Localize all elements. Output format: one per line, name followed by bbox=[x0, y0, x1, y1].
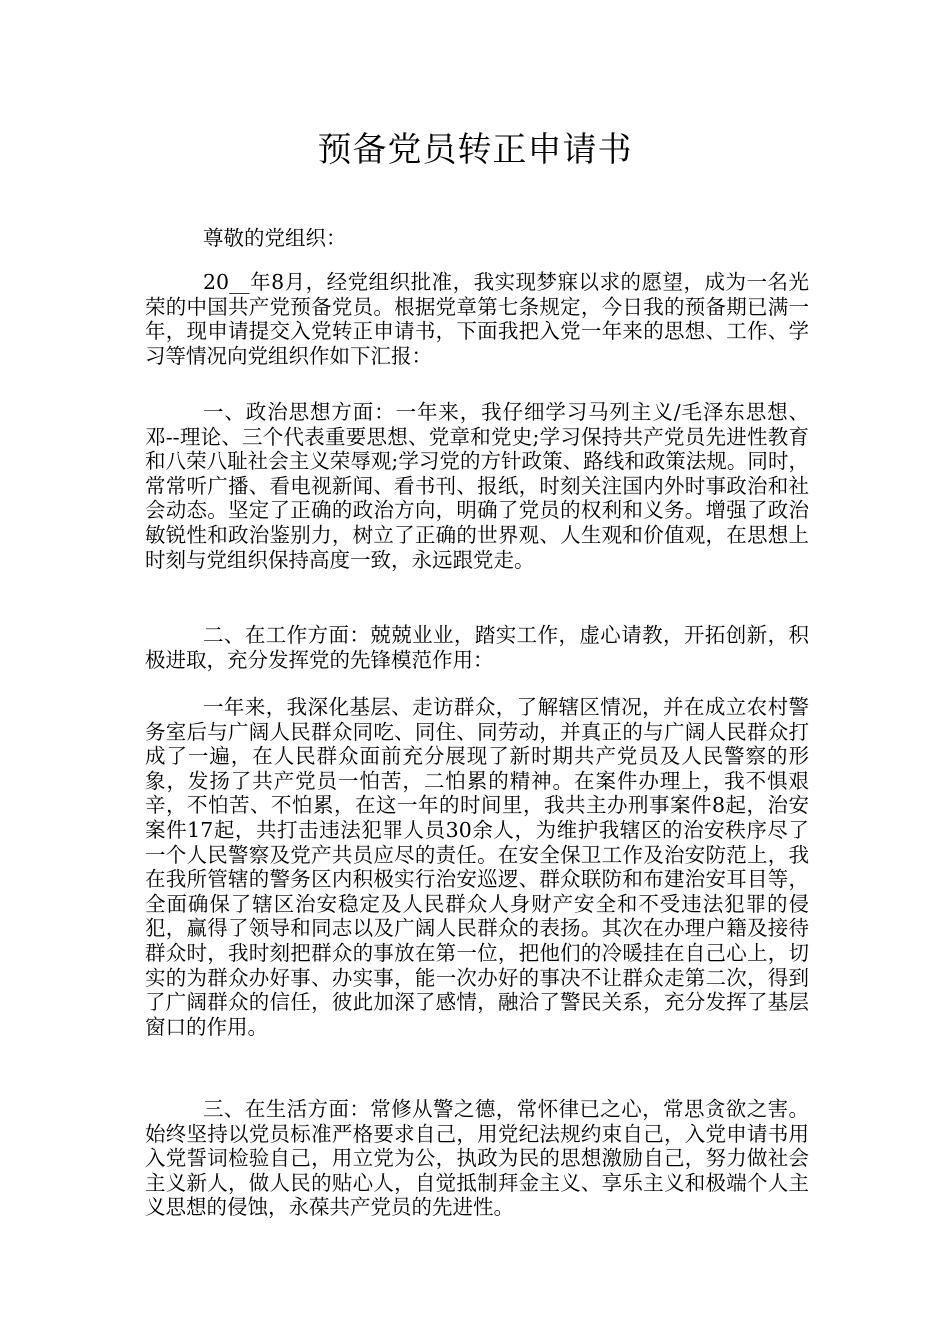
paragraph-life: 三、在生活方面：常修从警之德，常怀律已之心，常思贪欲之害。始终坚持以党员标准严格要求自己，用党纪法规约束自己，入党申请书用入党誓词检验自己，用立党为公，执政为民的思想激励自己，努力做社会主义新人，做人民的贴心人，自觉抵制拜金主义、享乐主义和极端个人主义思想的侵蚀，永葆共产党员的先进性。 bbox=[145, 1097, 809, 1220]
paragraph-political-thought: 一、政治思想方面：一年来，我仔细学习马列主义/毛泽东思想、邓--理论、三个代表重要思想、党章和党史;学习保持共产党员先进性教育和八荣八耻社会主义荣辱观;学习党的方针政策、路线和政策法规。同时，常常听广播、看电视新闻、看书刊、报纸，时刻关注国内外时事政治和社会动态。坚定了正确的政治方向，明确了党员的权利和义务。增强了政治敏锐性和政治鉴别力，树立了正确的世界观、人生观和价值观，在思想上时刻与党组织保持高度一致，永远跟党走。 bbox=[145, 400, 809, 572]
salutation: 尊敬的党组织： bbox=[203, 226, 347, 250]
paragraph-work-detail: 一年来，我深化基层、走访群众，了解辖区情况，并在成立农村警务室后与广阔人民群众同吃、同住、同劳动，并真正的与广阔人民群众打成了一遍，在人民群众面前充分展现了新时期共产党员及人民警察的形象，发扬了共产党员一怕苦，二怕累的精神。在案件办理上，我不惧艰辛，不怕苦、不怕累，在这一年的时间里，我共主办刑事案件8起，治安案件17起，共打击违法犯罪人员30余人，为维护我辖区的治安秩序尽了一个人民警察及党产共员应尽的责任。在安全保卫工作及治安防范上，我在我所管辖的警务区内积极实行治安巡逻、群众联防和布建治安耳目等，全面确保了辖区治安稳定及人民群众人身财产安全和不受违法犯罪的侵犯，赢得了领导和同志以及广阔人民群众的表扬。其次在办理户籍及接待群众时，我时刻把群众的事放在第一位，把他们的冷暖挂在自己心上，切实的为群众办好事、办实事，能一次办好的事决不让群众走第二次，得到了广阔群众的信任，彼此加深了感情，融洽了警民关系，充分发挥了基层窗口的作用。 bbox=[145, 695, 809, 1039]
paragraph-intro: 20__年8月，经党组织批准，我实现梦寐以求的愿望，成为一名光荣的中国共产党预备党员。根据党章第七条规定，今日我的预备期已满一年，现申请提交入党转正申请书，下面我把入党一年来的思想、工作、学习等情况向党组织作如下汇报： bbox=[145, 270, 809, 368]
document-title: 预备党员转正申请书 bbox=[317, 130, 633, 170]
paragraph-work-heading: 二、在工作方面：兢兢业业，踏实工作，虚心请教，开拓创新，积极进取，充分发挥党的先锋模范作用： bbox=[145, 623, 809, 672]
